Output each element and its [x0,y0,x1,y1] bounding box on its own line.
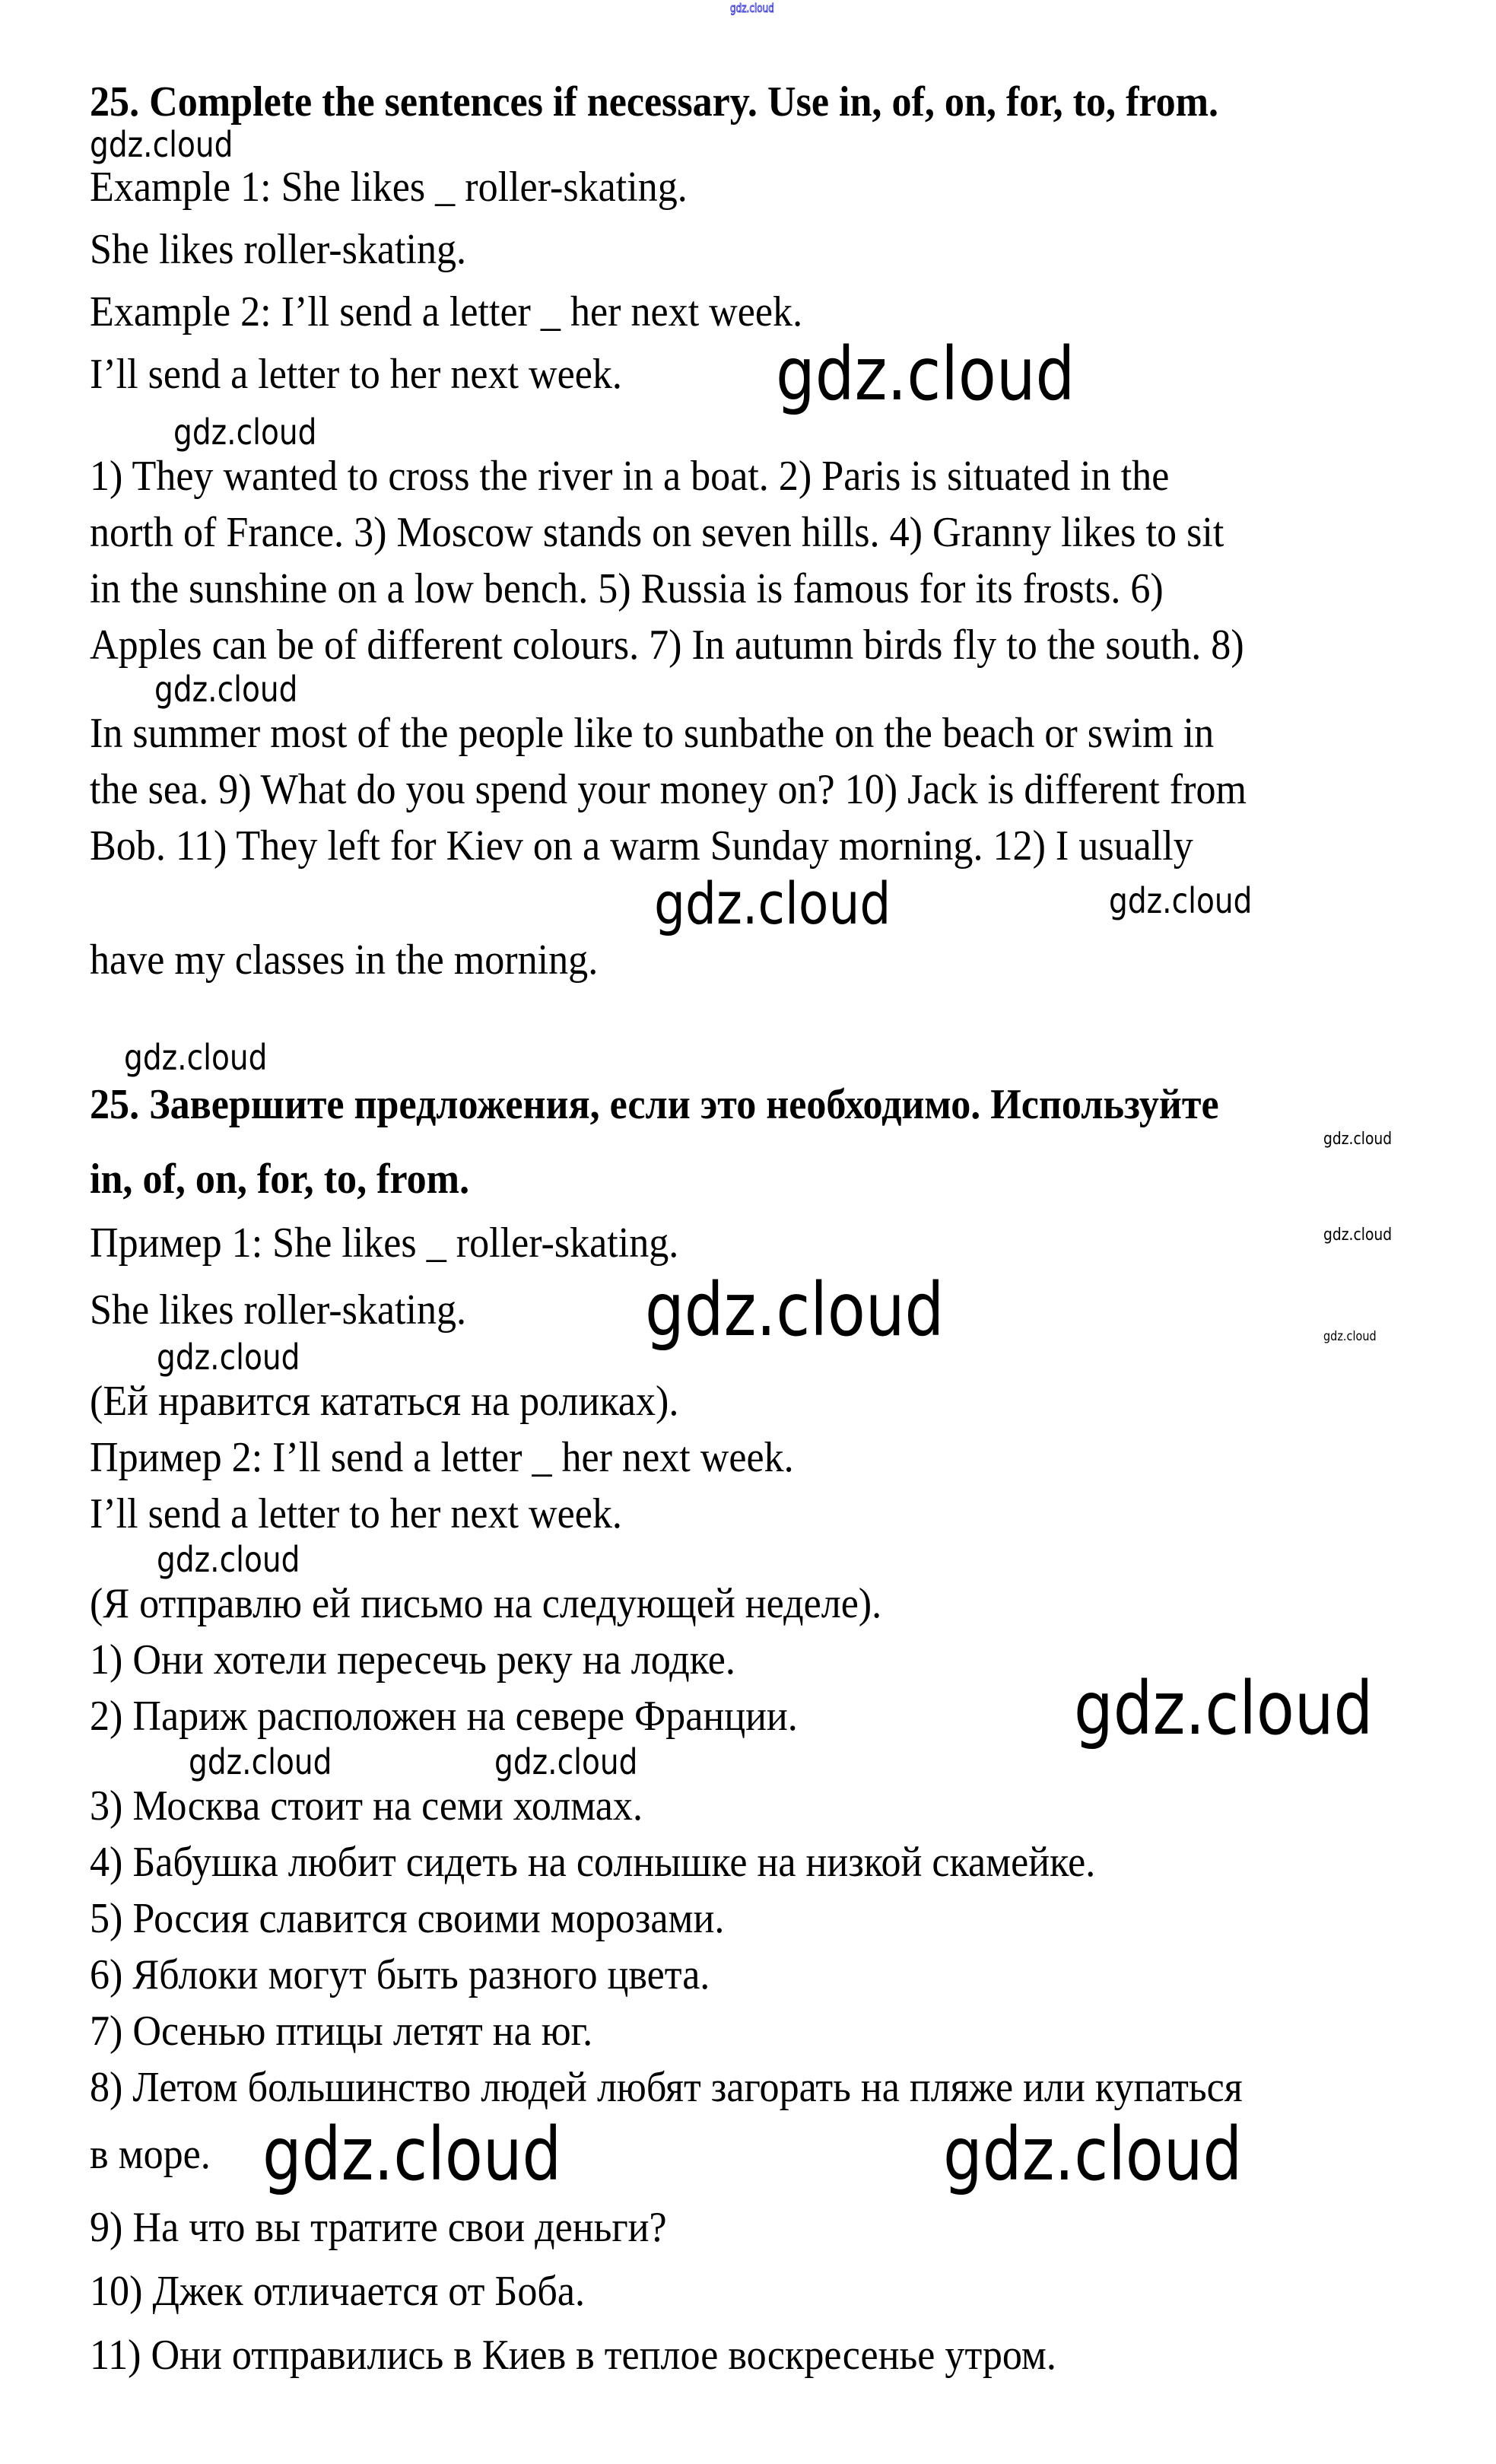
example-1-translation: (Ей нравится кататься на роликах). [90,1378,679,1425]
watermark: gdz.cloud [494,1741,638,1782]
example-2-answer: I’ll send a letter to her next week. [90,1490,622,1537]
translation-item: 2) Париж расположен на севере Франции. [90,1693,798,1740]
answer-paragraph-line: have my classes in the morning. [90,936,599,984]
exercise-title-english: 25. Complete the sentences if necessary. Use in, of, on, for, to, from. [90,78,1219,126]
exercise-title-russian: 25. Завершите предложения, если это необходимо. Используйте [90,1081,1219,1128]
watermark: gdz.cloud [1323,1130,1393,1149]
translation-item: 7) Осенью птицы летят на юг. [90,2008,593,2055]
translation-item: 9) На что вы тратите свои деньги? [90,2204,667,2251]
example-2-translation: (Я отправлю ей письмо на следующей неделе). [90,1580,882,1627]
translation-item: 1) Они хотели пересечь реку на лодке. [90,1636,735,1683]
answer-paragraph-line: Bob. 11) They left for Kiev on a warm Sunday morning. 12) I usually [90,822,1193,870]
answer-paragraph-line: the sea. 9) What do you spend your money on? 10) Jack is different from [90,766,1247,813]
answer-paragraph-line: in the sunshine on a low bench. 5) Russia is famous for its frosts. 6) [90,565,1164,612]
watermark: gdz.cloud [124,1037,268,1078]
example-1-answer: She likes roller-skating. [90,1286,467,1334]
answer-paragraph-line: Apples can be of different colours. 7) In autumn birds fly to the south. 8) [90,622,1244,669]
example-2-task: Пример 2: I’ll send a letter _ her next week. [90,1434,794,1481]
example-2-task: Example 2: I’ll send a letter _ her next week. [90,288,803,335]
translation-item: 3) Москва стоит на семи холмах. [90,1782,643,1830]
translation-item: 6) Яблоки могут быть разного цвета. [90,1951,710,1998]
watermark: gdz.cloud [189,1741,332,1782]
exercise-title-russian-line2: in, of, on, for, to, from. [90,1156,470,1203]
translation-item: 11) Они отправились в Киев в теплое воскресенье утром. [90,2332,1056,2379]
answer-paragraph-line: 1) They wanted to cross the river in a boat. 2) Paris is situated in the [90,453,1170,500]
watermark: gdz.cloud [173,412,317,453]
watermark: gdz.cloud [154,669,298,710]
watermark: gdz.cloud [262,2112,562,2197]
translation-item-continued: в море. [90,2131,211,2178]
translation-item: 8) Летом большинство людей любят загорать на пляже или купаться [90,2064,1243,2111]
answer-paragraph-line: north of France. 3) Moscow stands on seven hills. 4) Granny likes to sit [90,509,1224,556]
watermark: gdz.cloud [1074,1666,1374,1751]
watermark: gdz.cloud [776,332,1075,417]
watermark: gdz.cloud [645,1267,945,1353]
translation-item: 4) Бабушка любит сидеть на солнышке на низкой скамейке. [90,1839,1096,1886]
watermark: gdz.cloud [157,1539,300,1580]
watermark: gdz.cloud [1323,1226,1393,1245]
example-1-answer: She likes roller-skating. [90,226,467,273]
translation-item: 5) Россия славится своими морозами. [90,1895,725,1942]
translation-item: 10) Джек отличается от Боба. [90,2268,585,2315]
example-1-task: Example 1: She likes _ roller-skating. [90,164,688,211]
watermark: gdz.cloud [943,2112,1243,2197]
watermark: gdz.cloud [90,124,233,165]
example-1-task: Пример 1: She likes _ roller-skating. [90,1219,679,1267]
watermark-header: gdz.cloud [730,1,774,15]
watermark: gdz.cloud [157,1337,300,1378]
answer-paragraph-line: In summer most of the people like to sunbathe on the beach or swim in [90,710,1215,757]
example-2-answer: I’ll send a letter to her next week. [90,351,622,398]
watermark: gdz.cloud [1109,880,1253,921]
watermark: gdz.cloud [1323,1329,1377,1344]
watermark: gdz.cloud [654,870,891,937]
